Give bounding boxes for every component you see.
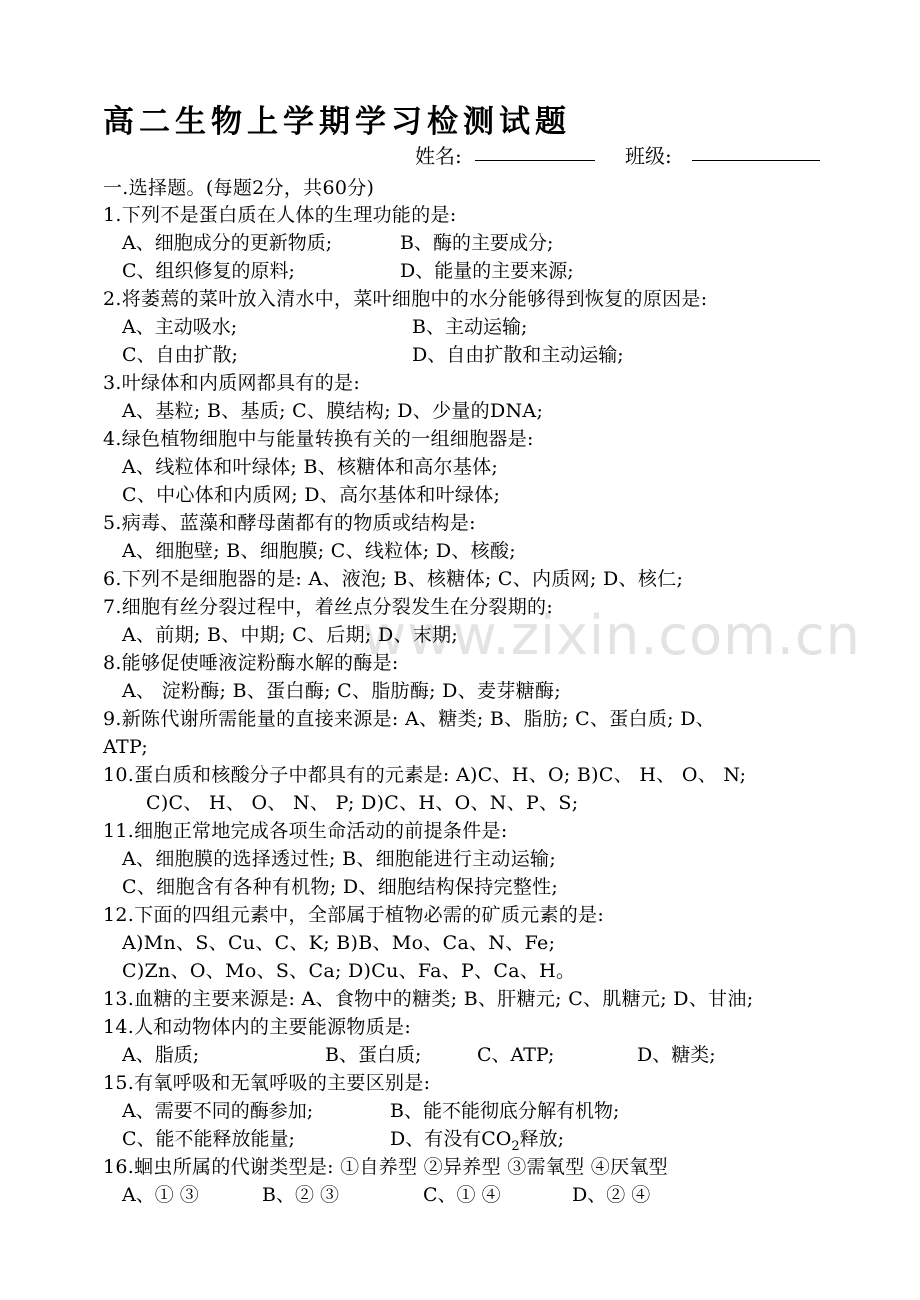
question-15-option-a: A、需要不同的酶参加; [122, 1100, 314, 1122]
question-1-option-c: C、组织修复的原料; [122, 260, 295, 282]
question-15: 15.有氧呼吸和无氧呼吸的主要区别是: [103, 1072, 431, 1094]
watermark: www.zixin.com.cn [362, 604, 861, 667]
question-6: 6.下列不是细胞器的是: A、液泡; B、核糖体; C、内质网; D、核仁; [103, 568, 684, 590]
question-9: 9.新陈代谢所需能量的直接来源是: A、糖类; B、脂肪; C、蛋白质; D、 [103, 708, 716, 730]
question-4: 4.绿色植物细胞中与能量转换有关的一组细胞器是: [103, 428, 534, 450]
question-3: 3.叶绿体和内质网都具有的是: [103, 372, 361, 394]
question-12-options-2: C)Zn、O、Mo、S、Ca; D)Cu、Fa、P、Ca、H。 [122, 960, 576, 982]
question-14-option-b: B、蛋白质; [325, 1044, 422, 1066]
question-11: 11.细胞正常地完成各项生命活动的前提条件是: [103, 820, 508, 842]
question-16-option-c: C、① ④ [423, 1184, 501, 1206]
question-5: 5.病毒、蓝藻和酵母菌都有的物质或结构是: [103, 512, 476, 534]
question-9-continued: ATP; [103, 736, 149, 758]
question-2-option-a: A、主动吸水; [122, 316, 238, 338]
question-14-option-a: A、脂质; [122, 1044, 200, 1066]
question-14-option-c: C、ATP; [477, 1044, 555, 1066]
question-5-options: A、细胞壁; B、细胞膜; C、线粒体; D、核酸; [122, 540, 516, 562]
class-label: 班级: [625, 144, 672, 168]
question-15-option-d-suffix: 释放; [519, 1128, 565, 1150]
question-4-options-2: C、中心体和内质网; D、高尔基体和叶绿体; [122, 484, 501, 506]
question-11-options-2: C、细胞含有各种有机物; D、细胞结构保持完整性; [122, 876, 559, 898]
subscript-2: 2 [511, 1138, 520, 1154]
question-2-option-d: D、自由扩散和主动运输; [412, 344, 624, 366]
question-1: 1.下列不是蛋白质在人体的生理功能的是: [103, 204, 457, 226]
question-1-option-b: B、酶的主要成分; [400, 232, 554, 254]
question-12: 12.下面的四组元素中，全部属于植物必需的矿质元素的是: [103, 904, 605, 926]
question-14: 14.人和动物体内的主要能源物质是: [103, 1016, 412, 1038]
question-4-options-1: A、线粒体和叶绿体; B、核糖体和高尔基体; [122, 456, 499, 478]
question-2-option-c: C、自由扩散; [122, 344, 238, 366]
question-7-options: A、前期; B、中期; C、后期; D、末期; [122, 624, 459, 646]
question-14-option-d: D、糖类; [637, 1044, 716, 1066]
question-15-option-b: B、能不能彻底分解有机物; [390, 1100, 620, 1122]
question-3-options: A、基粒; B、基质; C、膜结构; D、少量的DNA; [122, 400, 544, 422]
question-8-options: A、 淀粉酶; B、蛋白酶; C、脂肪酶; D、麦芽糖酶; [122, 680, 561, 702]
question-1-option-a: A、细胞成分的更新物质; [122, 232, 333, 254]
question-7: 7.细胞有丝分裂过程中，着丝点分裂发生在分裂期的: [103, 596, 554, 618]
question-16-option-a: A、① ③ [122, 1184, 199, 1206]
question-15-option-c: C、能不能释放能量; [122, 1128, 295, 1150]
question-10: 10.蛋白质和核酸分子中都具有的元素是: A)C、H、O; B)C、 H、 O、 N; [103, 764, 747, 786]
question-2-option-b: B、主动运输; [412, 316, 528, 338]
question-15-option-d-text: D、有没有CO [390, 1128, 512, 1150]
question-8: 8.能够促使唾液淀粉酶水解的酶是: [103, 652, 399, 674]
question-16-option-d: D、② ④ [572, 1184, 651, 1206]
question-16: 16.蛔虫所属的代谢类型是: ①自养型 ②异养型 ③需氧型 ④厌氧型 [103, 1156, 668, 1178]
question-10-continued: C)C、 H、 O、 N、 P; D)C、H、O、N、P、S; [146, 792, 579, 814]
name-blank[interactable] [475, 160, 595, 161]
class-blank[interactable] [692, 160, 820, 161]
question-2: 2.将萎蔫的菜叶放入清水中，菜叶细胞中的水分能够得到恢复的原因是: [103, 288, 708, 310]
question-16-option-b: B、② ③ [262, 1184, 340, 1206]
name-label: 姓名: [415, 144, 462, 168]
section-heading: 一.选择题。(每题2分，共60分) [103, 177, 375, 199]
page-title: 高二生物上学期学习检测试题 [103, 104, 571, 140]
question-11-options-1: A、细胞膜的选择透过性; B、细胞能进行主动运输; [122, 848, 557, 870]
question-1-option-d: D、能量的主要来源; [400, 260, 574, 282]
question-12-options-1: A)Mn、S、Cu、C、K; B)B、Mo、Ca、N、Fe; [122, 932, 556, 954]
question-13: 13.血糖的主要来源是: A、食物中的糖类; B、肝糖元; C、肌糖元; D、甘油; [103, 988, 754, 1010]
